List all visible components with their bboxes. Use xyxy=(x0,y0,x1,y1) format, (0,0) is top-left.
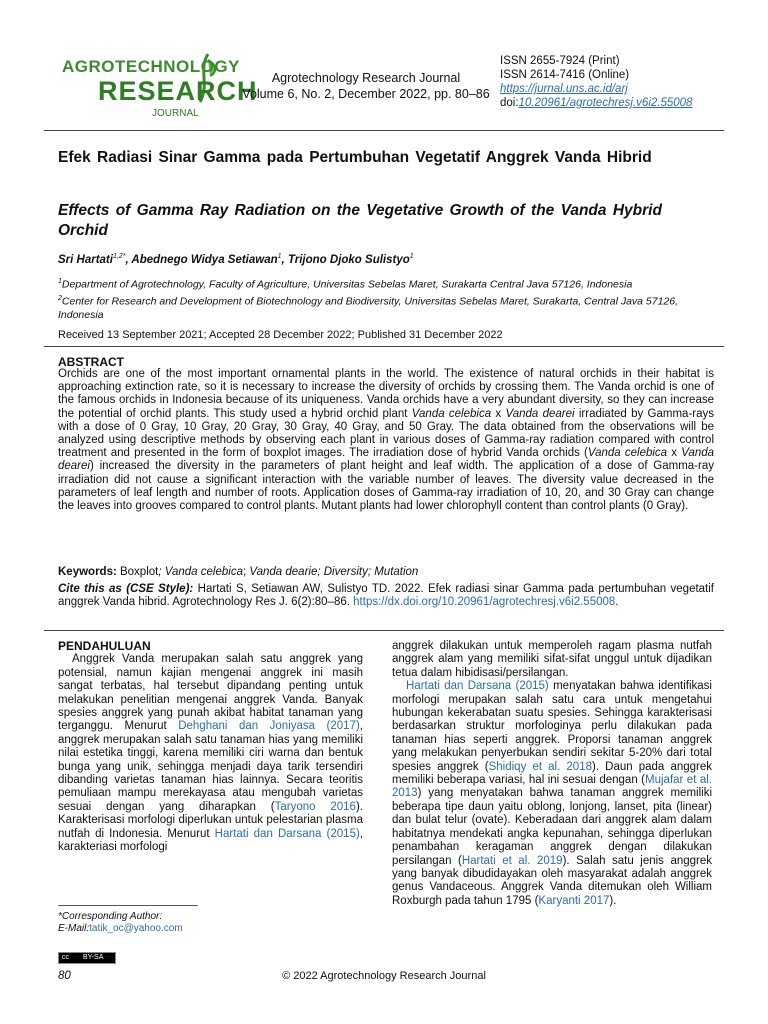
author-affil-sup: 1 xyxy=(277,253,282,260)
citation-doi-link[interactable]: https://dx.doi.org/10.20961/agrotechresj.v6i2.55008 xyxy=(353,596,616,609)
reference-link[interactable]: Hartati et al. 2019 xyxy=(461,854,563,867)
header-divider xyxy=(44,130,724,131)
abstract-text: x xyxy=(667,447,682,460)
journal-name: Agrotechnology Research Journal xyxy=(271,71,461,85)
keyword: ; Vanda celebica xyxy=(158,566,243,578)
reference-link[interactable]: Taryono 2016 xyxy=(274,800,356,813)
body-text: , anggrek merupakan salah satu tanaman hias yang memiliki nilai estetika tinggi, karena memiliki ciri warna dan bentuk bunga yang unik, sehingga menjadi daya tarik tersendiri dibanding varietas tanaman hias lainnya. Secara teoritis pemuliaan mampu merekayasa atau mengubah varietas sesuai dengan yang diharapkan ( xyxy=(58,720,363,813)
citation-end: . xyxy=(615,596,619,609)
cc-license-badge[interactable] xyxy=(58,952,116,964)
body-text: ) yang menyatakan bahwa tanaman anggrek memiliki beberapa tipe daun yaitu oblong, lonjong, lanset, pita (linear) dan bulat telur (ovate). Keberadaan dari anggrek alam dalam habitatnya mendekati angka kepunahan, sehingga diperlukan penambahan keragaman anggrek dengan dilakukan persilangan ( xyxy=(392,787,712,867)
affiliation-sup: 1 xyxy=(58,278,62,285)
copyright-notice: © 2022 Agrotechnology Research Journal xyxy=(282,970,486,982)
citation xyxy=(58,583,714,610)
affiliation-sup: 2 xyxy=(58,295,62,302)
keyword-separator: ; xyxy=(242,566,250,578)
body-column-right xyxy=(392,640,712,908)
reference-link[interactable]: Mujafar et al. 2013 xyxy=(392,774,712,800)
affiliation xyxy=(58,292,718,323)
affiliation-text: Department of Agrotechnology, Faculty of Agriculture, Universitas Sebelas Maret, Surakarta Central Java 57126, Indonesia xyxy=(61,278,633,291)
body-text: ). xyxy=(609,894,617,907)
species-name: Vanda dearei xyxy=(58,447,715,473)
affiliations xyxy=(58,275,718,323)
corresponding-author-label: *Corresponding Author: xyxy=(58,911,163,922)
abstract-body xyxy=(58,368,714,513)
section-heading: PENDAHULUAN xyxy=(58,639,151,653)
doi-link[interactable]: 10.20961/agrotechresj.v6i2.55008 xyxy=(518,97,693,109)
body-paragraph xyxy=(392,680,712,908)
citation-text: Hartati S, Setiawan AW, Sulistyo TD. 2022. Efek radiasi sinar Gamma pada pertumbuhan vegetatif anggrek Vanda hibrid. Agrotechnology Res J. 6(2):80–86. xyxy=(58,583,714,609)
license-label: BY-SA xyxy=(83,954,104,961)
reference-link[interactable]: Karyanti 2017 xyxy=(538,894,610,907)
reference-link[interactable]: Hartati dan Darsana (2015) xyxy=(406,680,549,693)
logo-line2: RESEARCH xyxy=(98,76,258,106)
body-text: menyatakan bahwa identifikasi morfologi merupakan salah satu cara untuk mengetahui hubungan kekerabatan suatu spesies. Sehingga karakterisasi berdasarkan struktur morfologinya perlu dilakukan pada tanaman hias seperti anggrek. Proporsi tanaman anggrek yang melakukan penyerbukan sendiri sekitar 5-20% dari total spesies anggrek ( xyxy=(392,680,712,773)
abstract-divider xyxy=(44,346,724,347)
email-link[interactable]: tatik_oc@yahoo.com xyxy=(89,923,183,934)
author-list xyxy=(58,253,714,266)
author-name: Abednego Widya Setiawan xyxy=(131,253,278,266)
body-paragraph xyxy=(392,640,712,680)
body-text: ). Karakterisasi morfologi diperlukan untuk pelestarian plasma nutfah di Indonesia. Menurut xyxy=(58,800,363,840)
author-name: Trijono Djoko Sulistyo xyxy=(287,253,410,266)
page-number: 80 xyxy=(58,970,71,982)
title-english: Effects of Gamma Ray Radiation on the Vegetative Growth of the Vanda Hybrid Orchid xyxy=(58,202,662,239)
species-name: Vanda celebica xyxy=(587,447,668,460)
journal-volume: Volume 6, No. 2, December 2022, pp. 80–86 xyxy=(242,87,490,101)
issn-print: ISSN 2655-7924 (Print) xyxy=(500,55,620,67)
journal-logo-graphic xyxy=(60,50,258,122)
reference-link[interactable]: Dehghani dan Joniyasa (2017) xyxy=(178,720,360,733)
body-text: ). Daun pada anggrek memiliki beberapa variasi, hal ini sesuai dengan ( xyxy=(392,760,712,787)
corresponding-author xyxy=(58,911,183,935)
keywords xyxy=(58,566,714,578)
reference-link[interactable]: Hartati dan Darsana (2015) xyxy=(214,827,360,840)
abstract-text: irradiated by Gamma-rays with a dose of 0 Gray, 10 Gray, 20 Gray, 30 Gray, 40 Gray, and 50 Gray. The data obtained from the observations will be analyzed using descriptive methods by observing each plant in various doses of Gamma-ray radiation compared with control treatment and presented in the form of boxplot images. The irradiation dose of hybrid Vanda orchids ( xyxy=(58,407,715,460)
abstract-text: ) increased the diversity in the parameters of plant height and leaf width. The application of a dose of Gamma-ray irradiation did not cause a significant interaction with the variable number of leaves. The diversity value decreased in the parameters of leaf length and number of roots. Application doses of Gamma-ray irradiation of 10, 20, and 30 Gray can change the leaves into grooves compared to control plants. Mutant plants had lower chlorophyll content than control plants (0 Gray). xyxy=(58,460,714,513)
journal-info xyxy=(236,70,496,102)
abstract-heading: ABSTRACT xyxy=(58,355,124,369)
abstract-text: x xyxy=(491,407,506,420)
issn-online: ISSN 2614-7416 (Online) xyxy=(500,69,630,81)
cc-icon: cc xyxy=(62,954,69,961)
footnote-divider xyxy=(58,905,198,906)
species-name: Vanda dearei xyxy=(505,407,575,420)
body-divider xyxy=(44,630,724,631)
keyword: Vanda dearie; Diversity; Mutation xyxy=(249,566,419,578)
keywords-label: Keywords: xyxy=(58,566,117,578)
citation-label: Cite this as (CSE Style): xyxy=(58,583,194,595)
body-text: , karakteriasi morfologi xyxy=(58,827,364,854)
email-label: E-Mail: xyxy=(58,923,90,934)
body-text: Anggrek Vanda merupakan salah satu anggrek yang potensial, namun kajian mengenai anggrek ini masih sangat terbatas, hal tersebut dipandang penting untuk melakukan penelitian mengenai anggrek Vanda. Banyak spesies anggrek yang punah akibat habitat tanaman yang terganggu. Menurut xyxy=(58,653,363,733)
logo-line3: JOURNAL xyxy=(152,108,199,119)
issn-block xyxy=(500,54,760,110)
body-text: ). Salah satu jenis anggrek yang banyak dibudidayakan oleh masyarakat adalah anggrek genus Vandaceous. Anggrek Vanda ditemukan oleh William Roxburgh pada tahun 1795 ( xyxy=(392,854,713,907)
received-dates: Received 13 September 2021; Accepted 28 December 2022; Published 31 December 2022 xyxy=(58,329,503,341)
body-paragraph xyxy=(58,653,363,854)
journal-logo xyxy=(60,50,258,122)
author-separator: , xyxy=(281,253,288,266)
body-text: anggrek dilakukan untuk memperoleh ragam plasma nutfah anggrek alam yang memiliki sifat-sifat unggul untuk dijadikan tetua dalam hibidisasi/persilangan. xyxy=(392,640,712,679)
author-affil-sup: 1 xyxy=(409,253,414,260)
title-indonesian: Efek Radiasi Sinar Gamma pada Pertumbuhan Vegetatif Anggrek Vanda Hibrid xyxy=(58,149,652,166)
keyword: Boxplot xyxy=(116,566,159,578)
affiliation xyxy=(58,275,718,292)
affiliation-text: Center for Research and Development of Biotechnology and Biodiversity, Universitas Sebelas Maret, Surakarta, Central Java 57126, Indonesia xyxy=(58,295,679,321)
species-name: Vanda celebica xyxy=(411,407,492,420)
corresponding-email-line xyxy=(58,923,183,935)
author-affil-sup: 1,2* xyxy=(112,253,126,260)
author-separator: , xyxy=(125,253,132,266)
journal-url-link[interactable]: https://jurnal.uns.ac.id/arj xyxy=(500,83,628,95)
body-column-left xyxy=(58,640,363,855)
doi-line xyxy=(500,96,760,110)
doi-prefix: doi: xyxy=(500,97,519,109)
author-name: Sri Hartati xyxy=(58,253,113,266)
reference-link[interactable]: Shidiqy et al. 2018 xyxy=(488,760,592,773)
abstract-text: Orchids are one of the most important ornamental plants in the world. The existence of natural orchids in their habitat is approaching extinction rate, so it is necessary to increase the diversity of orchids by crossing them. The Vanda orchid is one of the famous orchids in Indonesia because of its uniqueness. Vanda orchids have a very abundant diversity, so they can increase the potential of orchid plants. This study used a hybrid orchid plant xyxy=(58,368,714,420)
logo-line1: AGROTECHNOLOGY xyxy=(62,57,240,76)
